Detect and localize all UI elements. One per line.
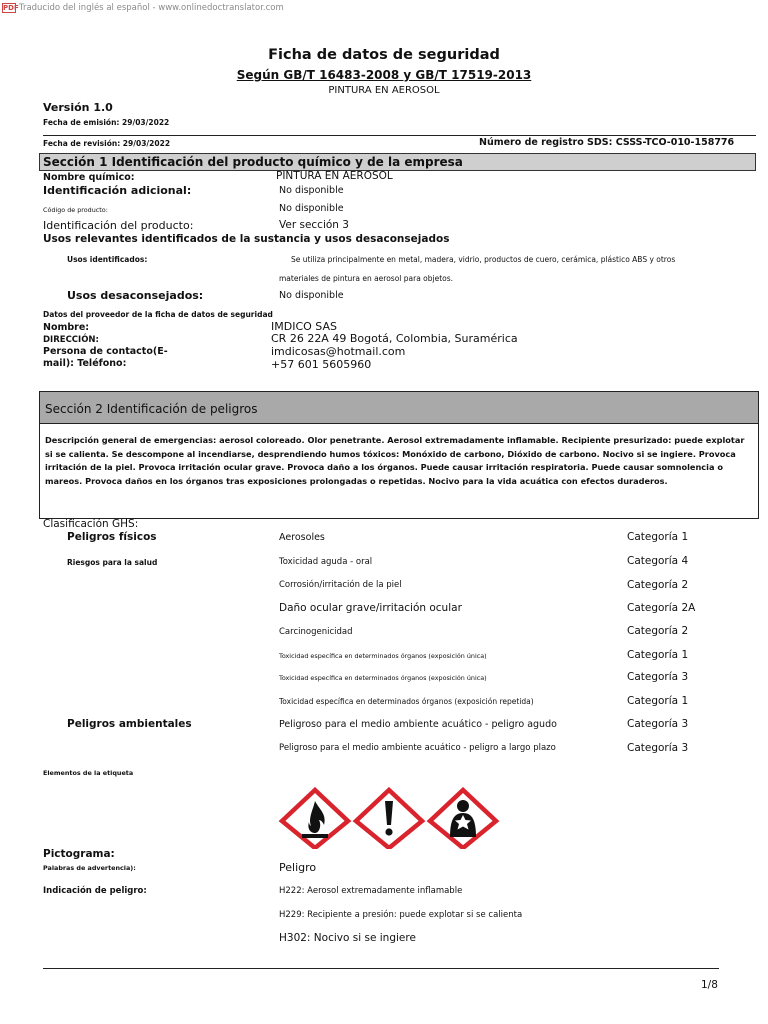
physical-hazards-label: Peligros físicos — [67, 531, 157, 543]
product-id-label: Identificación del producto: — [43, 219, 194, 232]
translator-text: Traducido del inglés al español - www.onlinedoctranslator.com — [19, 2, 284, 13]
phone-label: mail): Teléfono: — [43, 358, 127, 369]
version-label: Versión 1.0 — [43, 101, 113, 114]
issue-date: Fecha de emisión: 29/03/2022 — [43, 118, 170, 127]
section-2-header: Sección 2 Identificación de peligros — [40, 392, 758, 424]
flame-pictogram — [282, 790, 348, 848]
document-title: Ficha de datos de seguridad — [268, 47, 500, 63]
pictogram-label: Pictograma: — [43, 848, 115, 860]
hazard-category: Categoría 4 — [627, 555, 689, 567]
hazard-name: Daño ocular grave/irritación ocular — [279, 602, 462, 614]
chemical-name-label: Nombre químico: — [43, 172, 135, 183]
hazard-category: Categoría 1 — [627, 649, 689, 661]
identified-uses-line1: Se utiliza principalmente en metal, madera, vidrio, productos de cuero, cerámica, plástico ABS y otros — [291, 255, 676, 264]
contact-label: Persona de contacto(E- — [43, 346, 168, 357]
product-id-value: Ver sección 3 — [279, 219, 349, 231]
exclamation-pictogram — [356, 790, 422, 848]
product-code-value: No disponible — [279, 203, 344, 214]
hazard-category: Categoría 3 — [627, 671, 689, 683]
sds-number: Número de registro SDS: CSSS-TCO-010-158776 — [479, 137, 735, 148]
signal-word: Peligro — [279, 861, 317, 874]
not-recommended-value: No disponible — [279, 290, 344, 301]
meta-divider — [43, 135, 756, 136]
additional-id-label: Identificación adicional: — [43, 184, 192, 197]
ghs-heading: Clasificación GHS: — [43, 518, 139, 530]
page-number: 1/8 — [701, 979, 718, 991]
hazard-name: Aerosoles — [279, 532, 325, 543]
hazard-name: Toxicidad específica en determinados órganos (exposición única) — [279, 652, 487, 660]
emergency-description: Descripción general de emergencias: aerosol coloreado. Olor penetrante. Aerosol extremadamente inflamable. Recipiente presurizado: puede explotar si se calienta. Se descompone al incendiarse, desprendiendo humos tóxicos: Monóxido de carbono, Dióxido de carbono. Nocivo si se ingiere. Provoca irritación de la piel. Provoca irritación ocular grave. Provoca daño a los órganos. Puede causar irritación respiratoria. Puede causar somnolencia o mareos. Provoca daños en los órganos tras exposiciones prolongadas o repetidas. Nocivo para la vida acuática con efectos duraderos. — [45, 435, 745, 486]
supplier-heading: Datos del proveedor de la ficha de datos de seguridad — [43, 310, 273, 319]
hazard-name: Peligroso para el medio ambiente acuático - peligro agudo — [279, 719, 557, 730]
chemical-name-value: PINTURA EN AEROSOL — [276, 170, 393, 182]
supplier-name-value: IMDICO SAS — [271, 320, 337, 333]
signal-word-label: Palabras de advertencia): — [43, 864, 136, 872]
supplier-address-label: DIRECCIÓN: — [43, 335, 99, 345]
translator-banner — [0, 0, 284, 15]
hazard-category: Categoría 3 — [627, 742, 689, 754]
hazard-category: Categoría 1 — [627, 531, 689, 543]
hazard-category: Categoría 2 — [627, 579, 689, 591]
hazard-category: Categoría 2 — [627, 625, 689, 637]
health-hazard-pictogram — [430, 790, 496, 848]
hazard-category: Categoría 1 — [627, 695, 689, 707]
footer-divider — [43, 968, 719, 969]
label-elements-heading: Elementos de la etiqueta — [43, 769, 134, 777]
not-recommended-label: Usos desaconsejados: — [67, 289, 204, 302]
environmental-hazards-label: Peligros ambientales — [67, 718, 192, 730]
hazard-name: Toxicidad aguda - oral — [279, 557, 373, 567]
identified-uses-label: Usos identificados: — [67, 255, 148, 264]
translator-logo-icon: PDF — [3, 3, 19, 12]
hazard-statement: H302: Nocivo si se ingiere — [279, 932, 416, 944]
hazard-name: Corrosión/irritación de la piel — [279, 580, 402, 590]
hazard-category: Categoría 2A — [627, 602, 696, 614]
phone-value: +57 601 5605960 — [271, 358, 372, 371]
additional-id-value: No disponible — [279, 185, 344, 196]
health-hazards-label: Riesgos para la salud — [67, 558, 158, 567]
product-name-header: PINTURA EN AEROSOL — [328, 85, 440, 96]
hazard-name: Carcinogenicidad — [279, 627, 353, 637]
identified-uses-line2: materiales de pintura en aerosol para objetos. — [279, 274, 454, 283]
hazard-name: Peligroso para el medio ambiente acuático - peligro a largo plazo — [279, 743, 556, 753]
document-subtitle: Según GB/T 16483-2008 y GB/T 17519-2013 — [236, 68, 532, 82]
hazard-name: Toxicidad específica en determinados órganos (exposición única) — [279, 674, 487, 682]
product-code-label: Código de producto: — [43, 206, 108, 214]
section-2-box — [39, 391, 759, 519]
supplier-name-label: Nombre: — [43, 322, 90, 333]
hazard-statement-label: Indicación de peligro: — [43, 886, 147, 896]
hazard-statement: H229: Recipiente a presión: puede explotar si se calienta — [279, 910, 523, 920]
hazard-name: Toxicidad específica en determinados órganos (exposición repetida) — [279, 697, 534, 706]
revision-date: Fecha de revisión: 29/03/2022 — [43, 139, 171, 148]
contact-email[interactable]: imdicosas@hotmail.com — [271, 345, 406, 358]
hazard-statement: H222: Aerosol extremadamente inflamable — [279, 886, 463, 896]
supplier-address-value: CR 26 22A 49 Bogotá, Colombia, Suramérica — [271, 332, 518, 345]
section-1-header: Sección 1 Identificación del producto químico y de la empresa — [39, 153, 756, 171]
hazard-category: Categoría 3 — [627, 718, 689, 730]
pictogram-group — [278, 787, 500, 849]
uses-heading: Usos relevantes identificados de la sustancia y usos desaconsejados — [43, 233, 450, 245]
